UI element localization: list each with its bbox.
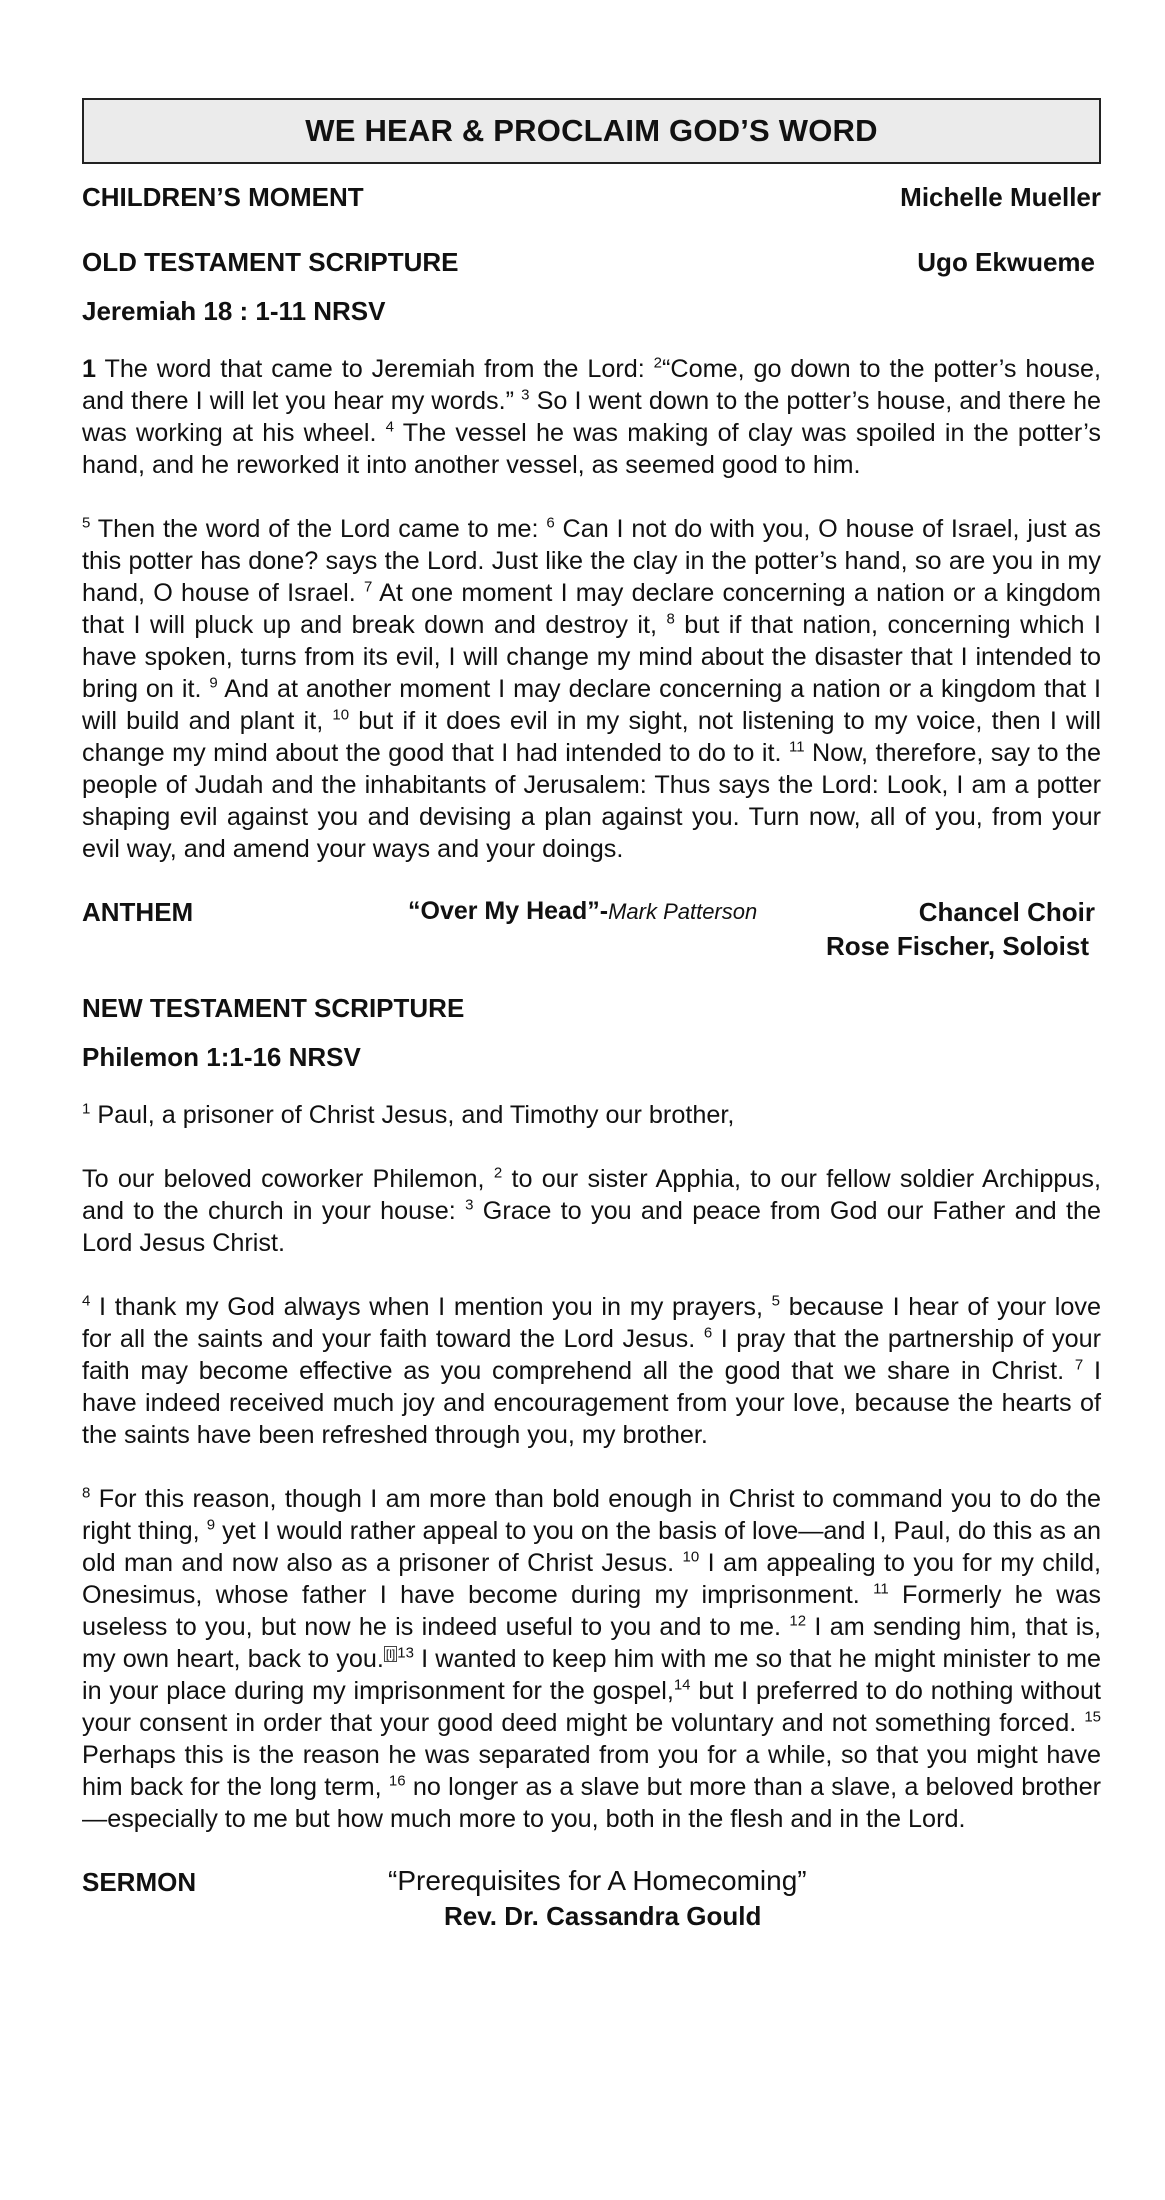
verse-text: Then the word of the Lord came to me: [90,515,547,543]
verse-text: Formerly he was useless to you, but now he is indeed useful to you and to me. [82,1581,1101,1641]
verse-number: 7 [363,578,373,596]
anthem-block [82,895,1101,979]
verse-text: So I went down to the potter’s house, and there he was working at his wheel. [82,387,1102,447]
verse-number: 10 [682,1548,700,1566]
verse-number: 16 [388,1772,406,1790]
verse-text: but if that nation, concerning which I have spoken, turns from its evil, I will change my mind about the disaster that I intended to bring on it. [82,611,1101,703]
verse-number: 9 [206,1516,216,1534]
old-testament-row [82,247,1101,278]
verse-text: but if it does evil in my sight, not listening to my voice, then I will change my mind about the good that I had intended to do to it. [82,707,1101,767]
verse-text: “Come, go down to the potter’s house, and there I will let you hear my words.” [82,355,1101,415]
verse-number: 11 [788,738,805,756]
verse-text: no longer as a slave but more than a slave, a beloved brother—especially to me but how much more to you, both in the flesh and in the Lord. [82,1773,1101,1833]
verse-number: 12 [789,1612,807,1630]
verse-number: 2 [653,354,662,372]
verse-text: Now, therefore, say to the people of Judah and the inhabitants of Jerusalem: Thus says the Lord: Look, I am a potter shaping evil against you and devising a plan against you. Turn now, all of you, from your evil way, and amend your ways and your doings. [82,739,1101,863]
anthem-soloist: Rose Fischer, Soloist [826,931,1089,961]
verse-text: I pray that the partnership of your faith may become effective as you comprehend all the good that we share in Christ. [82,1325,1101,1385]
verse-number: 4 [82,1292,91,1310]
verse-number: 3 [521,386,530,404]
verse-number: 10 [332,706,350,724]
childrens-moment-leader: Michelle Mueller [900,182,1101,212]
verse-number: 1 [82,355,97,383]
old-testament-reference: Jeremiah 18 : 1-11 NRSV [82,296,386,326]
verse-text: The vessel he was making of clay was spoiled in the potter’s hand, and he reworked it into another vessel, as seemed good to him. [82,419,1101,479]
anthem-label: ANTHEM [82,897,194,927]
sermon-block [82,1865,1101,1937]
verse-number: 6 [703,1324,713,1342]
new-testament-reference: Philemon 1:1-16 NRSV [82,1042,361,1072]
verse-number: 9 [209,674,218,692]
bulletin-page [82,98,1101,1937]
childrens-moment-row [82,182,1101,213]
verse-text: Paul, a prisoner of Christ Jesus, and Timothy our brother, [90,1101,735,1129]
verse-text: yet I would rather appeal to you on the basis of love—and I, Paul, do this as an old man and now also as a prisoner of Christ Jesus. [82,1517,1101,1577]
section-banner [82,98,1101,164]
verse-text: Can I not do with you, O house of Israel, just as this potter has done? says the Lord. Just like the clay in the potter’s hand, so are you in my hand, O house of Israel. [82,515,1101,607]
anthem-composer: Mark Patterson [608,899,758,924]
verse-text: I have indeed received much joy and encouragement from your love, because the hearts of the saints have been refreshed through you, my brother. [82,1357,1101,1449]
footnote-marker[interactable]: [l] [385,1646,396,1661]
verse-text: At one moment I may declare concerning a nation or a kingdom that I will pluck up and break down and destroy it, [82,579,1101,639]
verse-number: 7 [1074,1356,1084,1374]
verse-number: 2 [493,1164,503,1182]
sermon-label: SERMON [82,1867,197,1897]
new-testament-paragraph-3 [82,1291,1101,1451]
verse-number: 1 [82,1100,91,1118]
banner-title: WE HEAR & PROCLAIM GOD’S WORD [305,113,878,148]
verse-number: 14 [673,1676,691,1694]
sermon-title: “Prerequisites for A Homecoming” [388,1865,807,1896]
verse-text: Perhaps this is the reason he was separated from you for a while, so that you might have him back for the long term, [82,1741,1101,1801]
sermon-preacher: Rev. Dr. Cassandra Gould [444,1901,762,1931]
verse-number: 8 [666,610,675,628]
anthem-choir: Chancel Choir [918,897,1095,927]
old-testament-label: OLD TESTAMENT SCRIPTURE [82,247,459,277]
new-testament-paragraph-2 [82,1163,1101,1259]
new-testament-label: NEW TESTAMENT SCRIPTURE [82,993,465,1023]
verse-number: 3 [465,1196,474,1214]
new-testament-paragraph-1 [82,1099,1101,1131]
verse-text: Grace to you and peace from God our Father and the Lord Jesus Christ. [82,1197,1101,1257]
verse-number: 15 [1084,1708,1101,1726]
old-testament-paragraph-1 [82,353,1101,481]
anthem-title: “Over My Head”- [408,897,609,925]
new-testament-paragraph-4 [82,1483,1101,1835]
new-testament-row [82,993,1101,1024]
verse-number: 13 [397,1644,414,1662]
verse-text: I am sending him, that is, my own heart, back to you. [82,1613,1101,1673]
childrens-moment-label: CHILDREN’S MOMENT [82,182,364,212]
verse-number: 6 [546,514,555,532]
verse-text: but I preferred to do nothing without your consent in order that your good deed might be voluntary and not something forced. [82,1677,1101,1737]
verse-number: 5 [82,514,91,532]
verse-text: The word that came to Jeremiah from the Lord: [96,355,654,383]
verse-text: For this reason, though I am more than bold enough in Christ to command you to do the right thing, [82,1485,1101,1545]
verse-text: I am appealing to you for my child, Onesimus, whose father I have become during my imprisonment. [82,1549,1101,1609]
old-testament-paragraph-2 [82,513,1101,865]
verse-number: 5 [771,1292,781,1310]
verse-text: because I hear of your love for all the saints and your faith toward the Lord Jesus. [82,1293,1101,1353]
verse-text: To our beloved coworker Philemon, [82,1165,494,1193]
verse-number: 11 [873,1580,889,1598]
verse-text: I wanted to keep him with me so that he might minister to me in your place during my imprisonment for the gospel, [82,1645,1101,1705]
verse-text: to our sister Apphia, to our fellow soldier Archippus, and to the church in your house: [82,1165,1101,1225]
verse-text: And at another moment I may declare concerning a nation or a kingdom that I will build and plant it, [82,675,1101,735]
verse-number: 4 [385,418,394,436]
verse-number: 8 [82,1484,91,1502]
old-testament-reader: Ugo Ekwueme [917,247,1095,277]
verse-text: I thank my God always when I mention you in my prayers, [90,1293,772,1321]
anthem-title-group [408,897,757,926]
